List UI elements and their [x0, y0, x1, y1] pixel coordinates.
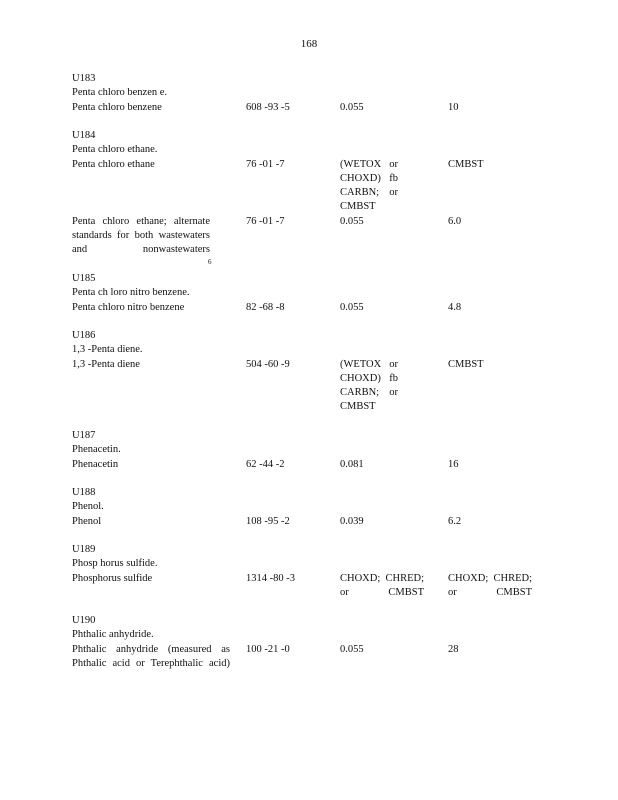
waste-group-u186 [72, 329, 552, 413]
wastewater-standard: 0.055 [340, 301, 364, 313]
wastewater-standard: (WETOX or CHOXD) fb CARBN; or CMBST [340, 358, 398, 413]
constituent-row [72, 358, 552, 413]
constituent-name: Phthalic anhydride (measured as Phthalic acid or Terephthalic acid) [72, 643, 230, 669]
nonwastewater-standard: 6.0 [448, 215, 462, 227]
constituent-row [72, 101, 552, 115]
cas-number: 82 -68 -8 [246, 301, 285, 313]
constituent-row [72, 458, 552, 472]
wastewater-standard: 0.055 [340, 101, 364, 113]
waste-title: Penta chloro benzen e. [72, 87, 168, 99]
waste-title: Phenol. [72, 501, 104, 513]
waste-title: Penta chloro ethane. [72, 144, 158, 156]
cas-number: 608 -93 -5 [246, 101, 290, 113]
nonwastewater-standard: 10 [448, 101, 459, 113]
nonwastewater-standard: 6.2 [448, 515, 462, 527]
waste-code: U190 [72, 615, 96, 626]
wastewater-standard: 0.081 [340, 458, 364, 470]
constituent-row [72, 515, 552, 529]
nonwastewater-standard: 28 [448, 643, 459, 655]
page-number: 168 [300, 38, 318, 50]
cas-number: 100 -21 -0 [246, 643, 290, 655]
constituent-row [72, 572, 552, 598]
nonwastewater-standard: CMBST [448, 158, 484, 170]
wastewater-standard: CHOXD; CHRED; or CMBST [340, 572, 424, 598]
waste-code: U185 [72, 273, 96, 284]
constituent-name [72, 215, 210, 258]
nonwastewater-standard: CMBST [448, 358, 484, 370]
waste-group-u184 [72, 129, 552, 272]
constituent-name: Phenol [72, 515, 102, 527]
waste-group-u188 [72, 486, 552, 529]
waste-code: U188 [72, 487, 96, 498]
constituent-row [72, 215, 552, 272]
cas-number: 76 -01 -7 [246, 215, 285, 227]
constituent-row [72, 158, 552, 215]
cas-number: 76 -01 -7 [246, 158, 285, 170]
nonwastewater-standard: CHOXD; CHRED; or CMBST [448, 572, 532, 598]
cas-number: 62 -44 -2 [246, 458, 285, 470]
wastewater-standard: 0.055 [340, 215, 364, 227]
constituent-name: Penta chloro ethane [72, 158, 155, 170]
waste-group-u189 [72, 543, 552, 598]
constituent-name: Penta chloro nitro benzene [72, 301, 185, 313]
wastewater-standard: 0.039 [340, 515, 364, 527]
waste-group-u187 [72, 429, 552, 472]
waste-code: U184 [72, 130, 96, 141]
waste-title: 1,3 -Penta diene. [72, 344, 143, 356]
waste-title: Phosp horus sulfide. [72, 558, 158, 570]
constituent-name: Phenacetin [72, 458, 119, 470]
constituent-name-text: Penta chloro ethane; alternate standards for both wastewaters and nonwastewaters [72, 215, 210, 256]
constituent-row [72, 643, 552, 672]
waste-code: U187 [72, 430, 96, 441]
footnote-reference: 6 [208, 258, 212, 267]
waste-title: Phthalic anhydride. [72, 629, 154, 641]
constituent-name: Phosphorus sulfide [72, 572, 153, 584]
constituent-name: 1,3 -Penta diene [72, 358, 140, 370]
cas-number: 108 -95 -2 [246, 515, 290, 527]
constituent-name: Penta chloro benzene [72, 101, 162, 113]
waste-group-u183 [72, 72, 552, 115]
wastewater-standard: 0.055 [340, 643, 364, 655]
wastewater-standard: (WETOX or CHOXD) fb CARBN; or CMBST [340, 158, 398, 213]
constituent-row [72, 301, 552, 315]
cas-number: 504 -60 -9 [246, 358, 290, 370]
waste-title: Penta ch loro nitro benzene. [72, 287, 190, 299]
waste-code: U189 [72, 544, 96, 555]
waste-code: U186 [72, 330, 96, 341]
waste-group-u190 [72, 614, 552, 671]
nonwastewater-standard: 16 [448, 458, 459, 470]
nonwastewater-standard: 4.8 [448, 301, 462, 313]
waste-group-u185 [72, 272, 552, 315]
waste-code: U183 [72, 73, 96, 84]
waste-title: Phenacetin. [72, 444, 121, 456]
cas-number: 1314 -80 -3 [246, 572, 295, 584]
